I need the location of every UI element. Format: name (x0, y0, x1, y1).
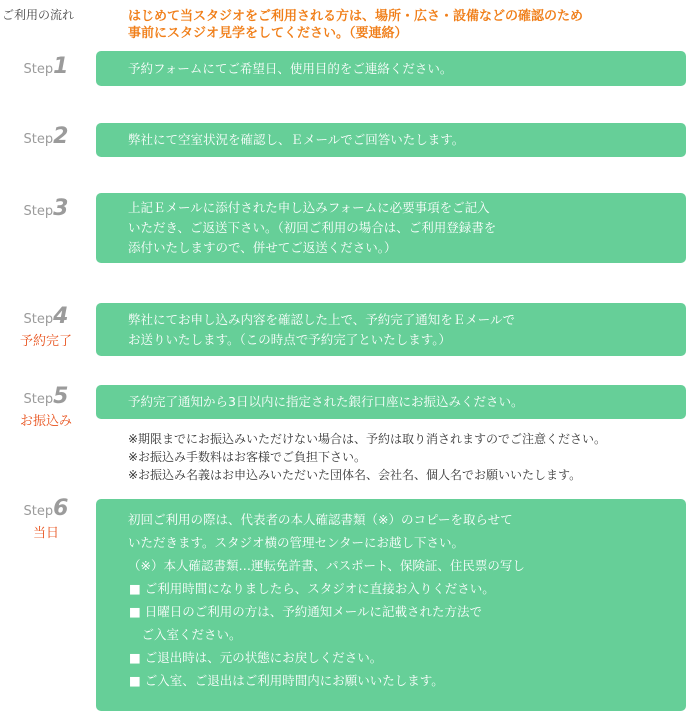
step-text-line: （※）本人確認書類…運転免許書、パスポート、保険証、住民票の写し (128, 558, 525, 573)
step-1-label (0, 54, 92, 79)
step-text-line: 弊社にてお申し込み内容を確認した上で、予約完了通知をＥメールで (128, 311, 516, 327)
step-3-label (0, 196, 92, 221)
step-text-line: ■ ご入室、ご退出はご利用時間内にお願いいたします。 (129, 673, 444, 688)
notice-line: はじめて当スタジオをご利用される方は、場所・広さ・設備などの確認のため (128, 9, 584, 24)
step-word: Step (23, 62, 54, 77)
note-line: ※お振込み名義はお申込みいただいた団体名、会社名、個人名でお願いいたします。 (128, 468, 582, 482)
step-text-line: ご入室ください。 (129, 627, 242, 642)
step-word: Step (23, 392, 54, 407)
step-text-line: いただきます。スタジオ横の管理センターにお越し下さい。 (128, 535, 465, 550)
step-5-notes (128, 430, 606, 484)
step-2-label (0, 124, 92, 149)
step-text-line: 予約完了通知から3日以内に指定された銀行口座にお振込みください。 (128, 394, 524, 409)
step-word: Step (23, 504, 54, 519)
step-number: 5 (53, 384, 69, 409)
step-text-line: 添付いたしますので、併せてご返送ください。） (128, 240, 397, 255)
step-text-line: 予約フォームにてご希望日、使用目的をご連絡ください。 (128, 60, 453, 76)
step-subtitle: 予約完了 (19, 334, 72, 349)
step-text-line: ■ 日曜日のご利用の方は、予約通知メールに記載された方法で (129, 604, 483, 619)
note-line: ※期限までにお振込みいただけない場合は、予約は取り消されますのでご注意ください。 (128, 432, 607, 446)
step-5-label (0, 384, 92, 429)
first-visit-notice (128, 8, 683, 42)
step-subtitle: 当日 (32, 526, 59, 541)
step-4-box (96, 303, 686, 356)
step-4-label (0, 304, 92, 349)
step-text-line: 上記Ｅメールに添付された申し込みフォームに必要事項をご記入 (128, 200, 490, 215)
step-text-line: ■ ご退出時は、元の状態にお戻しください。 (129, 650, 383, 665)
step-6-box (96, 499, 686, 711)
step-number: 1 (53, 54, 69, 79)
step-word: Step (23, 312, 54, 327)
step-subtitle: お振込み (19, 414, 72, 429)
step-6-label (0, 496, 92, 541)
step-word: Step (23, 132, 54, 147)
step-number: 6 (53, 496, 69, 521)
step-1-box (96, 51, 686, 86)
note-line: ※お振込み手数料はお客様でご負担下さい。 (128, 450, 367, 464)
step-number: 3 (53, 196, 69, 221)
step-text-line: いただき、ご返送下さい。（初回ご利用の場合は、ご利用登録書を (128, 220, 497, 235)
notice-line: 事前にスタジオ見学をしてください。（要連絡） (128, 26, 408, 41)
step-5-box (96, 385, 686, 419)
page-heading: ご利用の流れ (2, 8, 75, 22)
step-3-box (96, 193, 686, 263)
step-number: 2 (53, 124, 69, 149)
step-word: Step (23, 204, 54, 219)
step-text-line: お送りいたします。（この時点で予約完了といたします。） (128, 331, 452, 347)
step-text-line: 初回ご利用の際は、代表者の本人確認書類（※）のコピーを取らせて (128, 512, 513, 527)
step-text-line: 弊社にて空室状況を確認し、Ｅメールでご回答いたします。 (128, 132, 465, 147)
step-number: 4 (53, 304, 69, 329)
step-2-box (96, 123, 686, 157)
step-text-line: ■ ご利用時間になりましたら、スタジオに直接お入りください。 (129, 581, 495, 596)
